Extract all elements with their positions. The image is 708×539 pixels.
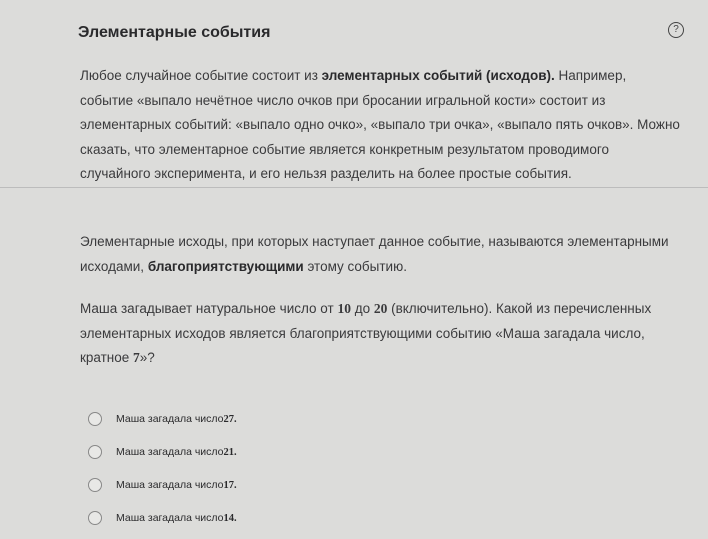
option-label: Маша загадала число bbox=[116, 479, 224, 491]
option-label: Маша загадала число bbox=[116, 413, 224, 425]
question-text bbox=[80, 297, 680, 371]
radio-button[interactable] bbox=[88, 412, 102, 426]
radio-button[interactable] bbox=[88, 478, 102, 492]
definition-paragraph bbox=[80, 64, 680, 187]
text: Например, событие «выпало нечётное число очков при бросании игральной кости» состоит из элементарных событий: «выпало одно очко», «выпало три очка», «выпало пять очков». Можно сказать, что элементарное событие является конкретным результатом проводимого случайного эксперимента, и его нельзя разделить на более простые события. bbox=[80, 68, 680, 181]
radio-button[interactable] bbox=[88, 511, 102, 525]
number: 10 bbox=[337, 301, 351, 316]
text: этому событию. bbox=[303, 258, 407, 274]
option-number: 27. bbox=[223, 413, 237, 425]
answer-option[interactable] bbox=[88, 478, 237, 492]
text: Маша загадывает натуральное число от bbox=[80, 301, 338, 316]
answer-option[interactable] bbox=[88, 445, 237, 459]
bold-term: элементарных событий (исходов). bbox=[321, 68, 555, 83]
answer-option[interactable] bbox=[88, 412, 237, 426]
option-number: 14. bbox=[223, 512, 237, 524]
divider bbox=[0, 187, 708, 188]
radio-button[interactable] bbox=[88, 445, 102, 459]
text: Любое случайное событие состоит из bbox=[80, 68, 322, 83]
option-label: Маша загадала число bbox=[116, 512, 224, 524]
bold-term: благоприятствующими bbox=[147, 258, 304, 274]
page-title: Элементарные события bbox=[78, 24, 271, 41]
answer-option[interactable] bbox=[88, 511, 237, 525]
option-number: 17. bbox=[223, 479, 237, 491]
number: 20 bbox=[373, 301, 388, 316]
text: (включительно). Какой из перечисленных элементарных исходов является благоприятствующими событию «Маша загадала число, кратное bbox=[80, 301, 652, 365]
number: 7 bbox=[133, 350, 140, 365]
help-icon[interactable]: ? bbox=[668, 22, 684, 38]
text: Элементарные исходы, при которых наступает данное событие, называются элементарными исходами, bbox=[80, 234, 669, 274]
favorable-paragraph bbox=[80, 230, 680, 279]
text: до bbox=[350, 301, 374, 316]
option-number: 21. bbox=[223, 446, 237, 458]
text: »? bbox=[139, 350, 155, 365]
option-label: Маша загадала число bbox=[116, 446, 224, 458]
